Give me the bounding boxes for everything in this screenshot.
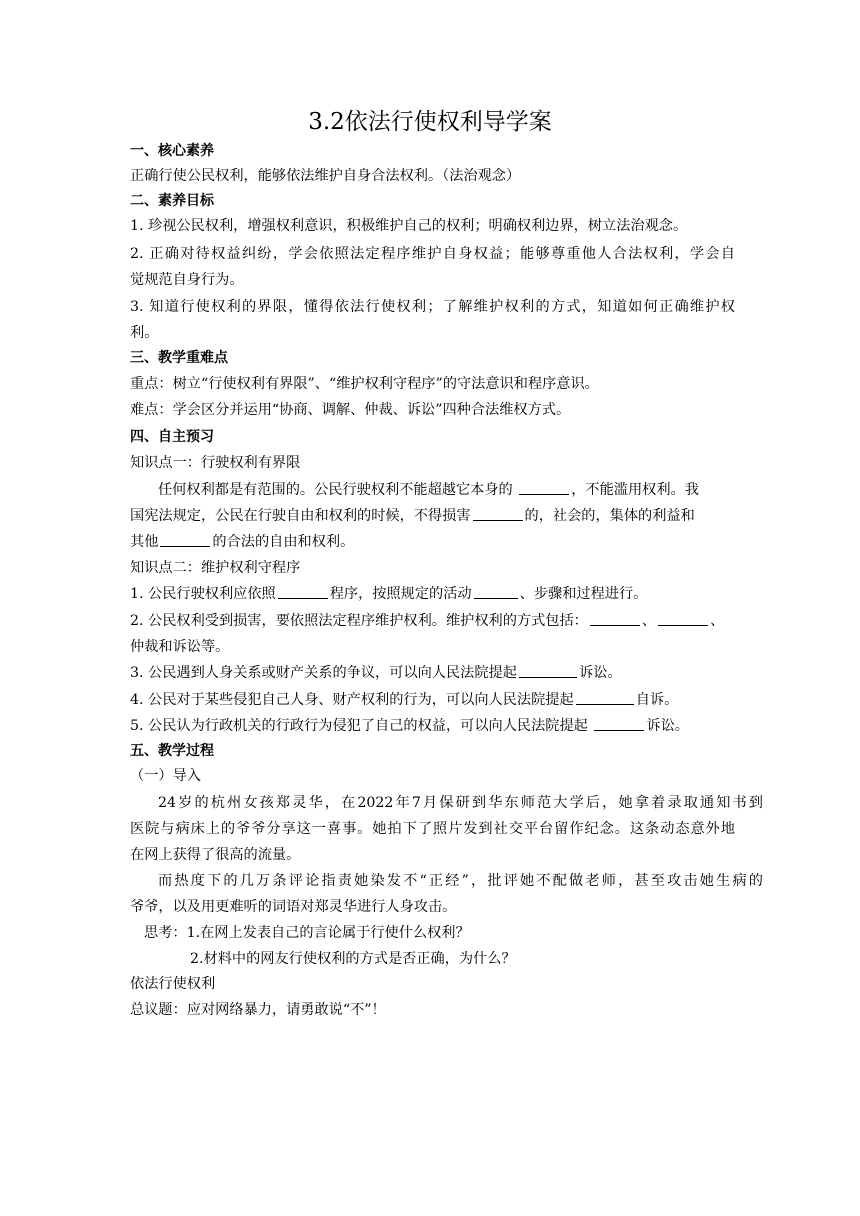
intro-paragraph-1-line-1: 24岁的杭州女孩郑灵华，在2022年7月保研到华东师范大学后，她拿着录取通知书到 (158, 795, 763, 811)
text-fragment: 程序，按照规定的活动 (329, 586, 472, 602)
goal-3-line-1: 3. 知道行使权利的界限，懂得依法行使权利；了解维护权利的方式，知道如何正确维护权 (130, 299, 735, 315)
text-fragment: 任何权利都是有范围的。公民行驶权利不能超越它本身的 (158, 482, 518, 498)
text-fragment: 1. 公民行驶权利应依照 (130, 586, 276, 602)
question-2-line-2: 仲裁和诉讼等。 (130, 639, 230, 655)
goal-3-line-2: 利。 (130, 325, 159, 341)
text-fragment: 5. 公民认为行政机关的行政行为侵犯了自己的权益，可以向人民法院提起 (130, 718, 593, 734)
text-fragment: 、步骤和过程进行。 (519, 586, 648, 602)
question-1 (130, 584, 735, 604)
fill-blank[interactable] (160, 532, 210, 547)
fill-blank[interactable] (594, 716, 644, 731)
goal-2-line-1: 2. 正确对待权益纠纷，学会依照法定程序维护自身权益；能够尊重他人合法权利，学会自 (130, 246, 735, 262)
goal-1: 1. 珍视公民权利，增强权利意识，积极维护自己的权利；明确权利边界，树立法治观念。 (130, 218, 688, 234)
think-question-1: 思考：1.在网上发表自己的言论属于行使什么权利？ (144, 925, 470, 941)
text-fragment: 2. 公民权利受到损害，要依照法定程序维护权利。维护权利的方式包括： (130, 613, 588, 629)
subsection-intro: （一）导入 (130, 768, 201, 784)
fill-blank[interactable] (658, 611, 708, 626)
fill-blank[interactable] (278, 584, 328, 599)
fill-blank[interactable] (473, 506, 523, 521)
intro-paragraph-1-line-3: 在网上获得了很高的流量。 (130, 847, 301, 863)
knowledge-point-1-line-1 (130, 480, 763, 500)
section-heading-core: 一、核心素养 (130, 143, 214, 159)
text-fragment: 其他 (130, 534, 159, 550)
topic-title: 依法行使权利 (130, 976, 216, 992)
text-fragment: 自诉。 (635, 692, 679, 708)
section-heading-process: 五、教学过程 (130, 743, 214, 759)
fill-blank[interactable] (519, 663, 577, 678)
intro-paragraph-1-line-2: 医院与病床上的爷爷分享这一喜事。她拍下了照片发到社交平台留作纪念。这条动态意外地 (130, 821, 735, 837)
question-4 (130, 690, 735, 710)
fill-blank[interactable] (519, 480, 569, 495)
intro-paragraph-2-line-2: 爷爷，以及用更难听的词语对郑灵华进行人身攻击。 (130, 899, 457, 915)
fill-blank[interactable] (474, 584, 518, 599)
difficult-point: 难点：学会区分并运用“协商、调解、仲裁、诉讼”四种合法维权方式。 (130, 402, 571, 418)
page-title: 3.2依法行使权利导学案 (308, 109, 552, 135)
fill-blank[interactable] (576, 690, 634, 705)
main-topic: 总议题：应对网络暴力，请勇敢说“不”！ (130, 1002, 386, 1018)
section-heading-preview: 四、自主预习 (130, 429, 214, 445)
goal-2-line-2: 觉规范自身行为。 (130, 272, 244, 288)
knowledge-point-1-line-3 (130, 532, 735, 552)
text-fragment: 、 (710, 613, 725, 629)
key-point: 重点：树立“行使权利有界限”、“维护权利守程序”的守法意识和程序意识。 (130, 376, 599, 392)
text-fragment: 的合法的自由和权利。 (212, 534, 355, 550)
fill-blank[interactable] (590, 611, 640, 626)
text-fragment: 4. 公民对于某些侵犯自己人身、财产权利的行为，可以向人民法院提起 (130, 692, 574, 708)
intro-paragraph-2-line-1: 而热度下的几万条评论指责她染发不“正经”，批评她不配做老师，甚至攻击她生病的 (158, 873, 763, 889)
text-fragment: 国宪法规定，公民在行驶自由和权利的时候，不得损害 (130, 508, 471, 524)
core-literacy-text: 正确行使公民权利，能够依法维护自身合法权利。（法治观念） (130, 168, 521, 184)
knowledge-point-2-title: 知识点二：维护权利守程序 (130, 560, 301, 576)
section-heading-key-points: 三、教学重难点 (130, 350, 228, 366)
knowledge-point-1-title: 知识点一：行驶权利有界限 (130, 455, 301, 471)
question-5 (130, 716, 735, 736)
text-fragment: 3. 公民遇到人身关系或财产关系的争议，可以向人民法院提起 (130, 665, 517, 681)
knowledge-point-1-line-2 (130, 506, 735, 526)
text-fragment: 诉讼。 (646, 718, 689, 734)
question-2-line-1 (130, 611, 735, 631)
question-3 (130, 663, 735, 683)
text-fragment: 的，社会的，集体的利益和 (524, 508, 695, 524)
think-question-2: 2.材料中的网友行使权利的方式是否正确，为什么？ (190, 951, 516, 967)
text-fragment: 诉讼。 (578, 665, 622, 681)
text-fragment: ，不能滥用权利。我 (571, 482, 699, 498)
text-fragment: 、 (641, 613, 657, 629)
section-heading-goals: 二、素养目标 (130, 193, 214, 209)
